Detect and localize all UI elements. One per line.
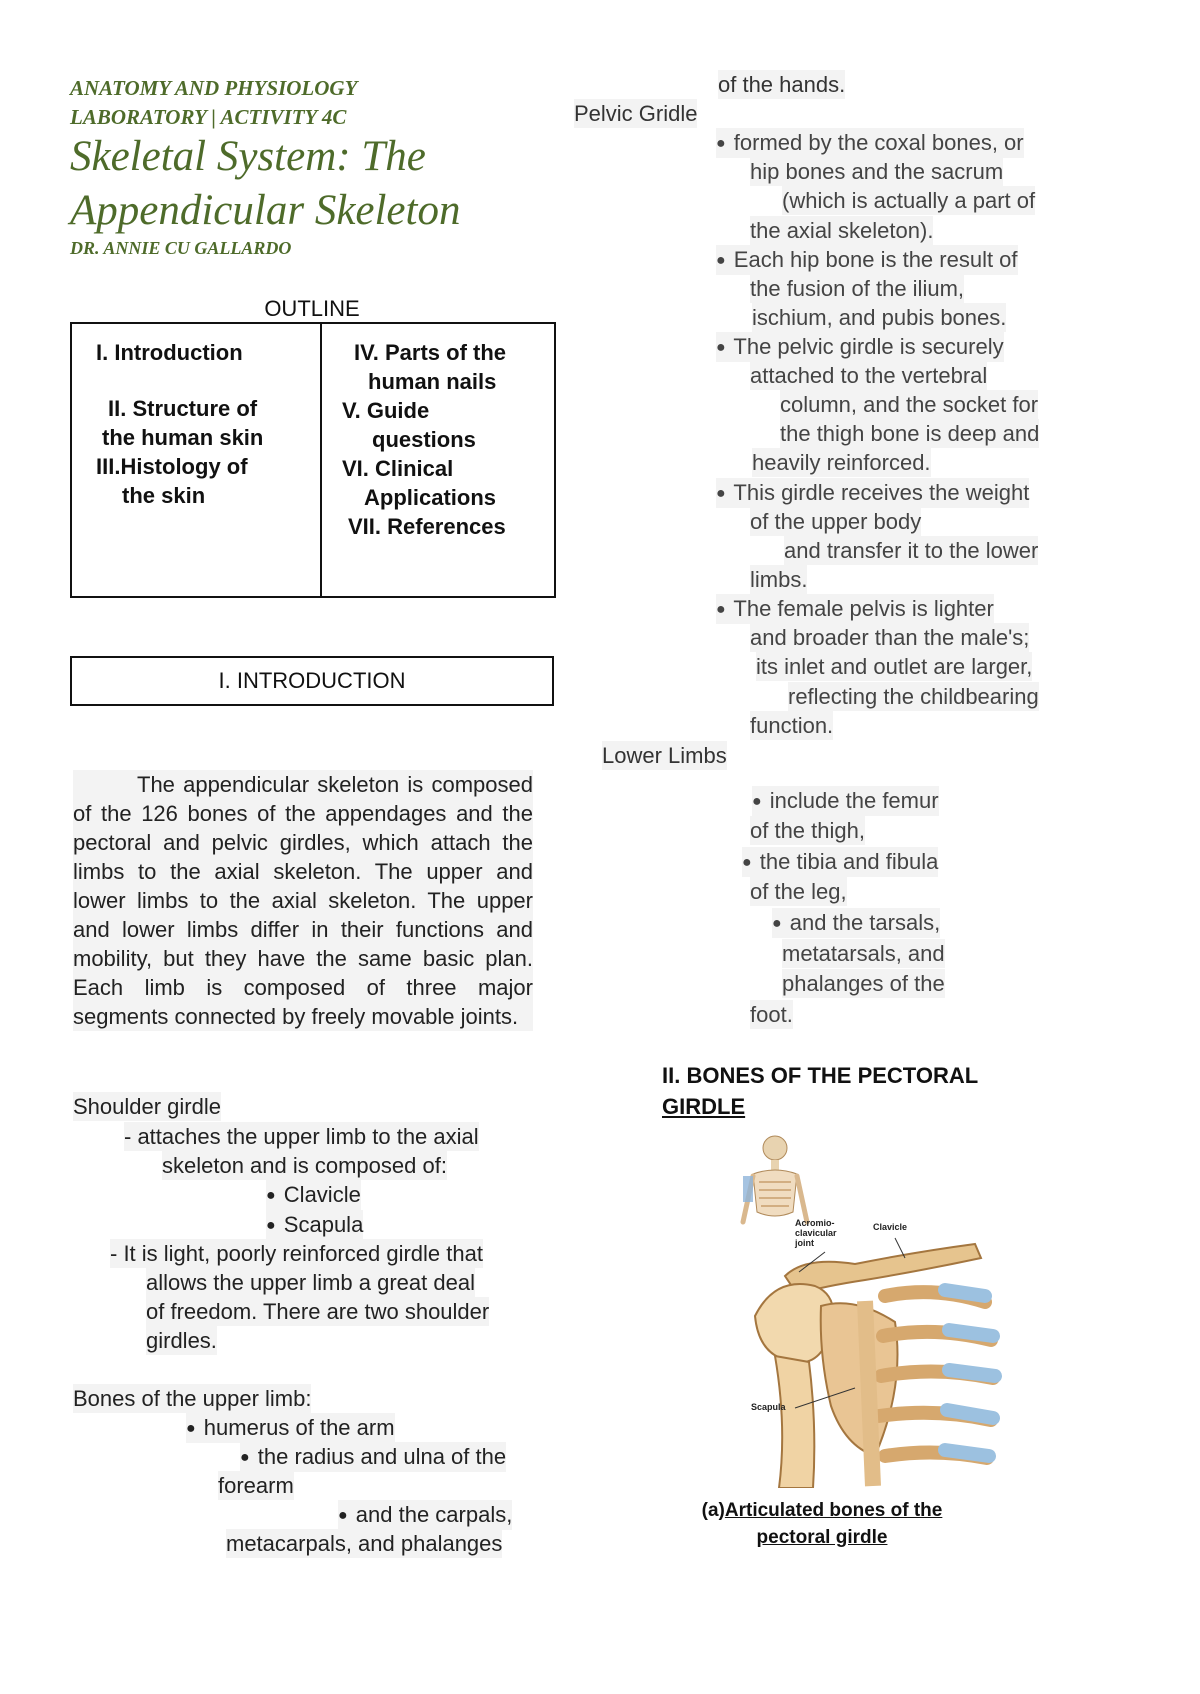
pelvic-bullet-5-line-4: reflecting the childbearing xyxy=(788,684,1039,709)
lower-bullet-3: ● and the tarsals, xyxy=(772,908,940,938)
title-line-1: Skeletal System: The xyxy=(70,133,426,180)
title-line-2: Appendicular Skeleton xyxy=(70,187,461,234)
bullet-text: Scapula xyxy=(283,1212,364,1237)
pelvic-bullet-4: ● This girdle receives the weight xyxy=(716,478,1029,508)
label-acromio-2: clavicular xyxy=(795,1228,837,1238)
pelvic-bullet-3-line-3: column, and the socket for xyxy=(780,392,1039,417)
pelvic-bullet-3: ● The pelvic girdle is securely xyxy=(716,332,1004,362)
outline-item-introduction: I. Introduction xyxy=(96,340,243,365)
outline-column-right xyxy=(322,324,554,596)
outline-item-histology-cont: the skin xyxy=(122,483,206,508)
bullet-scapula xyxy=(266,1210,363,1240)
pelvic-bullet-3-line-4: the thigh bone is deep and xyxy=(780,421,1040,446)
outline-item-references: VII. References xyxy=(348,514,506,539)
course-header xyxy=(70,74,530,132)
outline-heading: OUTLINE xyxy=(264,296,360,321)
lower-bullet-2-line-2: of the leg, xyxy=(750,879,847,904)
bullet-icon: ● xyxy=(742,854,752,871)
pelvic-bullet-1-line-3: (which is actually a part of xyxy=(782,188,1036,213)
bullet-icon: ● xyxy=(752,793,762,810)
label-scapula: Scapula xyxy=(751,1402,786,1412)
pectoral-girdle-illustration xyxy=(735,1126,1005,1488)
shoulder-line-4: allows the upper limb a great deal xyxy=(146,1270,475,1295)
bullet-icon: ● xyxy=(716,339,726,356)
lower-bullet-3-line-3: phalanges of the xyxy=(782,971,945,996)
author-name: DR. ANNIE CU GALLARDO xyxy=(70,238,292,258)
pelvic-bullet-3-line-5: heavily reinforced. xyxy=(752,450,931,475)
pelvic-bullet-2-line-2: the fusion of the ilium, xyxy=(750,276,965,301)
bullet-text: humerus of the arm xyxy=(203,1415,395,1440)
outline-item-structure: II. Structure of xyxy=(108,396,258,421)
shoulder-line-5: of freedom. There are two shoulder xyxy=(146,1299,490,1324)
bullet-carpals-cont: metacarpals, and phalanges xyxy=(226,1531,503,1556)
outline-item-histology: III.Histology of xyxy=(96,454,248,479)
bullet-text: and the carpals, xyxy=(355,1502,513,1527)
lower-bullet-1: ● include the femur xyxy=(752,786,939,816)
course-line-1: ANATOMY AND PHYSIOLOGY xyxy=(70,76,358,100)
skeleton-inset-icon xyxy=(743,1136,807,1222)
bullet-radius-ulna-cont: forearm xyxy=(218,1473,294,1498)
shoulder-line-1: - attaches the upper limb to the axial xyxy=(124,1124,479,1149)
label-acromio-1: Acromio- xyxy=(795,1218,835,1228)
bullet-icon: ● xyxy=(266,1217,276,1234)
bullet-carpals-cont-2: of the hands. xyxy=(718,72,846,97)
label-clavicle: Clavicle xyxy=(873,1222,908,1232)
section-2-line-2: GIRDLE xyxy=(662,1094,746,1119)
pelvic-girdle-heading: Pelvic Gridle xyxy=(574,101,698,126)
outline-item-nails-cont: human nails xyxy=(368,369,497,394)
outline-item-clinical: VI. Clinical xyxy=(342,456,454,481)
pelvic-bullet-5-line-3: its inlet and outlet are larger, xyxy=(756,654,1033,679)
upper-limb-heading: Bones of the upper limb: xyxy=(73,1386,312,1411)
introduction-paragraph: The appendicular skeleton is composed of the 126 bones of the appendages and the pectoral and pelvic girdles, which attach the limbs to the axial skeleton. The upper and lower limbs to the axial skeleton. The upper and lower limbs differ in their functions and mobility, but they have the same basic plan. Each limb is composed of three major segments connected by freely movable joints. xyxy=(73,772,533,1029)
outline-item-nails: IV. Parts of the xyxy=(354,340,507,365)
section-2-heading xyxy=(662,1060,978,1122)
pelvic-bullet-1-line-4: the axial skeleton). xyxy=(750,218,934,243)
bullet-text: Clavicle xyxy=(283,1182,361,1207)
pelvic-bullet-1-line-2: hip bones and the sacrum xyxy=(750,159,1004,184)
pelvic-bullet-5: ● The female pelvis is lighter xyxy=(716,594,994,624)
pelvic-bullet-2-line-3: ischium, and pubis bones. xyxy=(752,305,1007,330)
figure-caption xyxy=(672,1497,972,1551)
pelvic-bullet-5-line-2: and broader than the male's; xyxy=(750,625,1030,650)
section-2-line-1: II. BONES OF THE PECTORAL xyxy=(662,1063,979,1088)
outline-item-structure-cont: the human skin xyxy=(102,425,264,450)
bullet-clavicle xyxy=(266,1180,361,1210)
shoulder-girdle-heading: Shoulder girdle xyxy=(73,1094,221,1119)
bullet-icon: ● xyxy=(772,915,782,932)
document-title xyxy=(70,130,540,238)
lower-bullet-1-line-2: of the thigh, xyxy=(750,818,865,843)
course-line-2: LABORATORY | ACTIVITY 4C xyxy=(70,105,347,129)
caption-line-2: pectoral girdle xyxy=(756,1527,888,1548)
bullet-icon: ● xyxy=(338,1507,348,1524)
outline-column-left xyxy=(72,324,322,596)
lower-bullet-3-line-4: foot. xyxy=(750,1002,793,1027)
pelvic-bullet-4-line-2: of the upper body xyxy=(750,509,922,534)
shoulder-bones-drawing xyxy=(755,1238,995,1488)
bullet-icon: ● xyxy=(186,1420,196,1437)
outline-table xyxy=(70,322,556,598)
shoulder-line-3: - It is light, poorly reinforced girdle that xyxy=(110,1241,483,1266)
pelvic-bullet-4-line-3: and transfer it to the lower xyxy=(784,538,1039,563)
bullet-icon: ● xyxy=(716,601,726,618)
outline-item-clinical-cont: Applications xyxy=(364,485,497,510)
caption-prefix: (a) xyxy=(701,1500,725,1521)
outline-item-guide: V. Guide xyxy=(342,398,430,423)
bullet-icon: ● xyxy=(266,1187,276,1204)
shoulder-line-2: skeleton and is composed of: xyxy=(162,1153,447,1178)
lower-bullet-2: ● the tibia and fibula xyxy=(742,847,938,877)
bullet-carpals xyxy=(338,1500,512,1530)
lower-limbs-heading: Lower Limbs xyxy=(602,743,727,768)
pelvic-bullet-4-line-4: limbs. xyxy=(750,567,808,592)
shoulder-line-6: girdles. xyxy=(146,1328,217,1353)
bullet-icon: ● xyxy=(240,1449,250,1466)
bullet-text: the radius and ulna of the xyxy=(257,1444,507,1469)
caption-line-1: Articulated bones of the xyxy=(724,1500,943,1521)
label-acromio-3: joint xyxy=(795,1238,814,1248)
introduction-heading: I. INTRODUCTION xyxy=(70,656,554,706)
lower-bullet-3-line-2: metatarsals, and xyxy=(782,941,945,966)
bullet-icon: ● xyxy=(716,485,726,502)
pelvic-bullet-5-line-5: function. xyxy=(750,713,834,738)
bullet-radius-ulna xyxy=(240,1442,506,1472)
bullet-icon: ● xyxy=(716,252,726,269)
pelvic-bullet-1: ● formed by the coxal bones, or xyxy=(716,128,1024,158)
outline-item-guide-cont: questions xyxy=(372,427,476,452)
pelvic-bullet-3-line-2: attached to the vertebral xyxy=(750,363,988,388)
pelvic-bullet-2: ● Each hip bone is the result of xyxy=(716,245,1018,275)
bullet-icon: ● xyxy=(716,135,726,152)
bullet-humerus xyxy=(186,1413,395,1443)
